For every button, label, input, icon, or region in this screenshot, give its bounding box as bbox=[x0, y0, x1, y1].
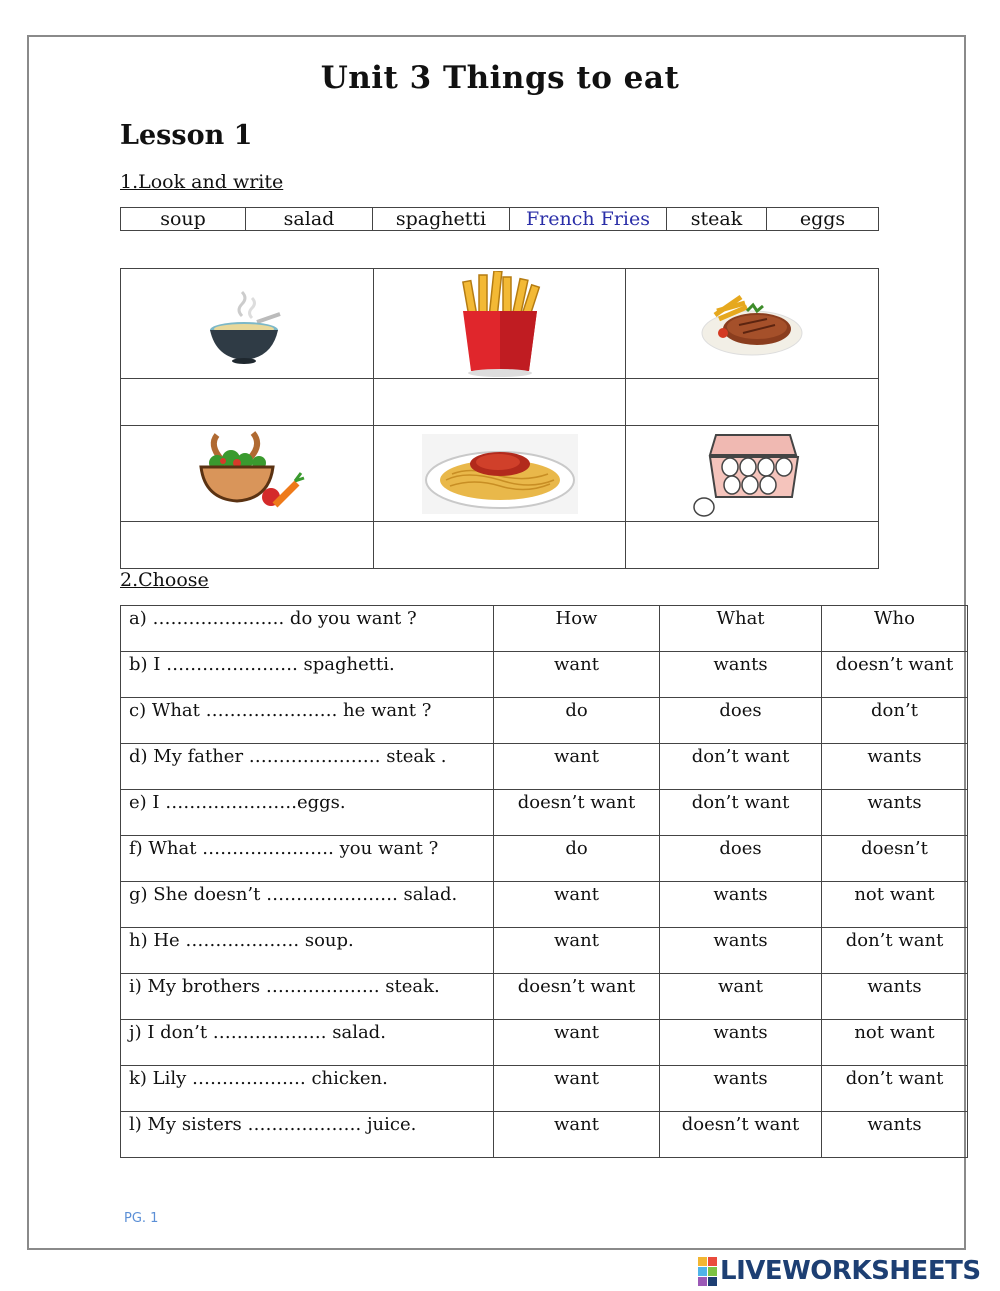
answer-option[interactable]: do bbox=[494, 836, 660, 882]
word-salad: salad bbox=[246, 208, 373, 231]
answer-option[interactable]: doesn’t want bbox=[822, 652, 968, 698]
answer-option[interactable]: don’t want bbox=[822, 1066, 968, 1112]
answer-option[interactable]: doesn’t want bbox=[494, 974, 660, 1020]
question-row bbox=[121, 1066, 968, 1112]
picture-cell bbox=[121, 426, 374, 522]
question-row bbox=[121, 882, 968, 928]
question-text: j) I don’t ………………. salad. bbox=[121, 1020, 494, 1066]
answer-cell[interactable] bbox=[626, 522, 879, 569]
picture-cell bbox=[626, 269, 879, 379]
page-title: Unit 3 Things to eat bbox=[320, 60, 680, 96]
liveworksheets-logo bbox=[698, 1256, 981, 1286]
answer-cell[interactable] bbox=[121, 522, 374, 569]
salad-bowl-icon bbox=[187, 429, 307, 519]
egg-carton-icon bbox=[692, 429, 812, 519]
question-row bbox=[121, 1112, 968, 1158]
answer-option[interactable]: wants bbox=[660, 1066, 822, 1112]
section-2-heading: 2.Choose bbox=[120, 569, 209, 591]
question-text: l) My sisters ………………. juice. bbox=[121, 1112, 494, 1158]
picture-cell bbox=[374, 426, 626, 522]
answer-option[interactable]: want bbox=[660, 974, 822, 1020]
question-text: e) I ………………….eggs. bbox=[121, 790, 494, 836]
question-text: f) What …………………. you want ? bbox=[121, 836, 494, 882]
answer-option[interactable]: wants bbox=[822, 744, 968, 790]
answer-option[interactable]: wants bbox=[660, 1020, 822, 1066]
answer-option[interactable]: What bbox=[660, 606, 822, 652]
answer-option[interactable]: doesn’t bbox=[822, 836, 968, 882]
answer-option[interactable]: does bbox=[660, 698, 822, 744]
picture-cell bbox=[121, 269, 374, 379]
answer-cell[interactable] bbox=[121, 379, 374, 426]
question-text: g) She doesn’t …………………. salad. bbox=[121, 882, 494, 928]
choose-table bbox=[120, 605, 968, 1158]
section-1-heading: 1.Look and write bbox=[120, 171, 284, 193]
picture-grid bbox=[120, 268, 879, 569]
answer-option[interactable]: want bbox=[494, 744, 660, 790]
word-soup: soup bbox=[121, 208, 246, 231]
question-row bbox=[121, 652, 968, 698]
question-row bbox=[121, 698, 968, 744]
answer-option[interactable]: doesn’t want bbox=[660, 1112, 822, 1158]
answer-cell[interactable] bbox=[374, 379, 626, 426]
answer-option[interactable]: don’t bbox=[822, 698, 968, 744]
question-text: d) My father …………………. steak . bbox=[121, 744, 494, 790]
answer-option[interactable]: don’t want bbox=[660, 744, 822, 790]
answer-option[interactable]: not want bbox=[822, 1020, 968, 1066]
answer-option[interactable]: wants bbox=[660, 882, 822, 928]
answer-cell[interactable] bbox=[374, 522, 626, 569]
answer-option[interactable]: want bbox=[494, 1066, 660, 1112]
spaghetti-plate-icon bbox=[422, 434, 578, 514]
answer-option[interactable]: wants bbox=[660, 652, 822, 698]
question-row bbox=[121, 790, 968, 836]
answer-option[interactable]: does bbox=[660, 836, 822, 882]
question-row bbox=[121, 606, 968, 652]
answer-option[interactable]: not want bbox=[822, 882, 968, 928]
lesson-heading: Lesson 1 bbox=[120, 120, 253, 151]
french-fries-icon bbox=[455, 271, 545, 377]
answer-option[interactable]: don’t want bbox=[660, 790, 822, 836]
question-text: i) My brothers ………………. steak. bbox=[121, 974, 494, 1020]
question-text: k) Lily ………………. chicken. bbox=[121, 1066, 494, 1112]
question-row bbox=[121, 928, 968, 974]
word-steak: steak bbox=[667, 208, 767, 231]
question-text: h) He ………………. soup. bbox=[121, 928, 494, 974]
word-french-fries: French Fries bbox=[510, 208, 667, 231]
answer-option[interactable]: Who bbox=[822, 606, 968, 652]
question-row bbox=[121, 744, 968, 790]
answer-option[interactable]: don’t want bbox=[822, 928, 968, 974]
logo-text: LIVEWORKSHEETS bbox=[720, 1256, 981, 1286]
answer-option[interactable]: want bbox=[494, 882, 660, 928]
answer-option[interactable]: wants bbox=[822, 974, 968, 1020]
soup-bowl-icon bbox=[202, 284, 292, 364]
answer-option[interactable]: wants bbox=[822, 790, 968, 836]
answer-option[interactable]: want bbox=[494, 928, 660, 974]
question-row bbox=[121, 974, 968, 1020]
answer-option[interactable]: doesn’t want bbox=[494, 790, 660, 836]
answer-option[interactable]: How bbox=[494, 606, 660, 652]
page-number: PG. 1 bbox=[124, 1211, 159, 1226]
answer-option[interactable]: wants bbox=[660, 928, 822, 974]
question-text: a) …………………. do you want ? bbox=[121, 606, 494, 652]
answer-option[interactable]: wants bbox=[822, 1112, 968, 1158]
word-eggs: eggs bbox=[767, 208, 879, 231]
question-row bbox=[121, 836, 968, 882]
answer-option[interactable]: want bbox=[494, 1112, 660, 1158]
picture-cell bbox=[626, 426, 879, 522]
picture-cell bbox=[374, 269, 626, 379]
question-row bbox=[121, 1020, 968, 1066]
answer-option[interactable]: want bbox=[494, 1020, 660, 1066]
logo-mark-icon bbox=[698, 1257, 717, 1286]
question-text: c) What …………………. he want ? bbox=[121, 698, 494, 744]
answer-option[interactable]: want bbox=[494, 652, 660, 698]
question-text: b) I …………………. spaghetti. bbox=[121, 652, 494, 698]
steak-plate-icon bbox=[697, 289, 807, 359]
answer-option[interactable]: do bbox=[494, 698, 660, 744]
answer-cell[interactable] bbox=[626, 379, 879, 426]
word-spaghetti: spaghetti bbox=[373, 208, 510, 231]
word-bank bbox=[120, 207, 879, 231]
